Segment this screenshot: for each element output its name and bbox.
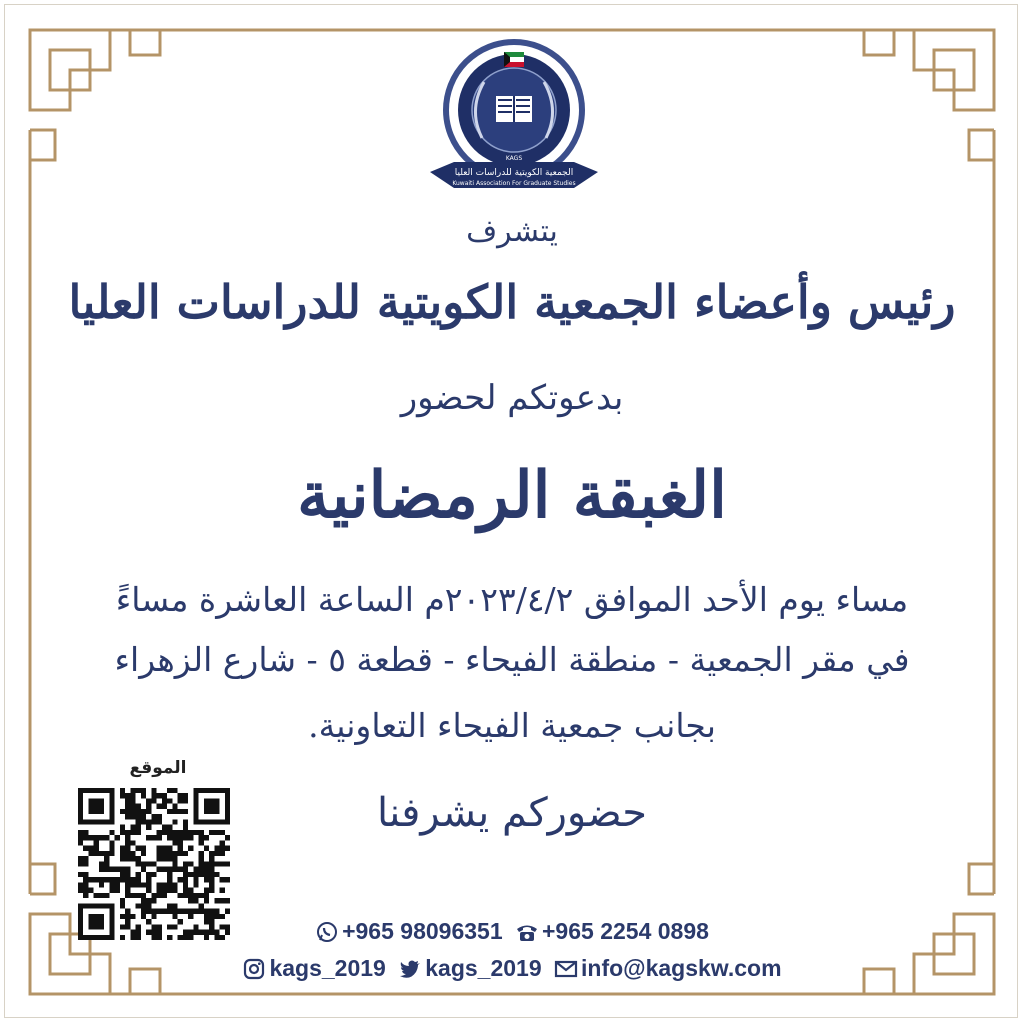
logo-abbr: KAGS bbox=[505, 155, 523, 162]
honored-text: يتشرف bbox=[466, 214, 558, 249]
envelope-icon bbox=[554, 957, 578, 981]
telephone-icon bbox=[515, 920, 539, 944]
logo-name-en: Kuwaiti Association For Graduate Studies bbox=[452, 180, 576, 187]
qr-label: الموقع bbox=[129, 758, 187, 778]
hosts-text: رئيس وأعضاء الجمعية الكويتية للدراسات العليا bbox=[68, 275, 956, 329]
event-datetime: مساء يوم الأحد الموافق ٢٠٢٣/٤/٢م الساعة العاشرة مساءً bbox=[115, 580, 909, 619]
contact-phones bbox=[0, 918, 1024, 950]
instagram-icon bbox=[242, 957, 266, 981]
kags-logo bbox=[424, 38, 604, 198]
event-landmark: بجانب جمعية الفيحاء التعاونية. bbox=[308, 706, 716, 745]
instagram-handle: kags_2019 bbox=[269, 955, 386, 981]
invite-text: بدعوتكم لحضور bbox=[400, 378, 624, 418]
twitter-contact[interactable] bbox=[398, 955, 541, 982]
twitter-icon bbox=[398, 957, 422, 981]
email-contact[interactable] bbox=[554, 955, 782, 982]
event-location: في مقر الجمعية - منطقة الفيحاء - قطعة ٥ - شارع الزهراء bbox=[114, 640, 910, 679]
contact-social bbox=[0, 955, 1024, 987]
whatsapp-number: +965 98096351 bbox=[342, 918, 503, 944]
phone-number: +965 2254 0898 bbox=[542, 918, 709, 944]
logo-name-ar: الجمعية الكويتية للدراسات العليا bbox=[454, 168, 574, 178]
whatsapp-icon bbox=[315, 920, 339, 944]
instagram-contact[interactable] bbox=[242, 955, 385, 982]
phone-contact[interactable] bbox=[515, 918, 709, 945]
email-address: info@kagskw.com bbox=[581, 955, 782, 981]
whatsapp-contact[interactable] bbox=[315, 918, 503, 945]
closing-text: حضوركم يشرفنا bbox=[376, 790, 648, 836]
event-title: الغبقة الرمضانية bbox=[297, 458, 727, 533]
twitter-handle: kags_2019 bbox=[425, 955, 542, 981]
